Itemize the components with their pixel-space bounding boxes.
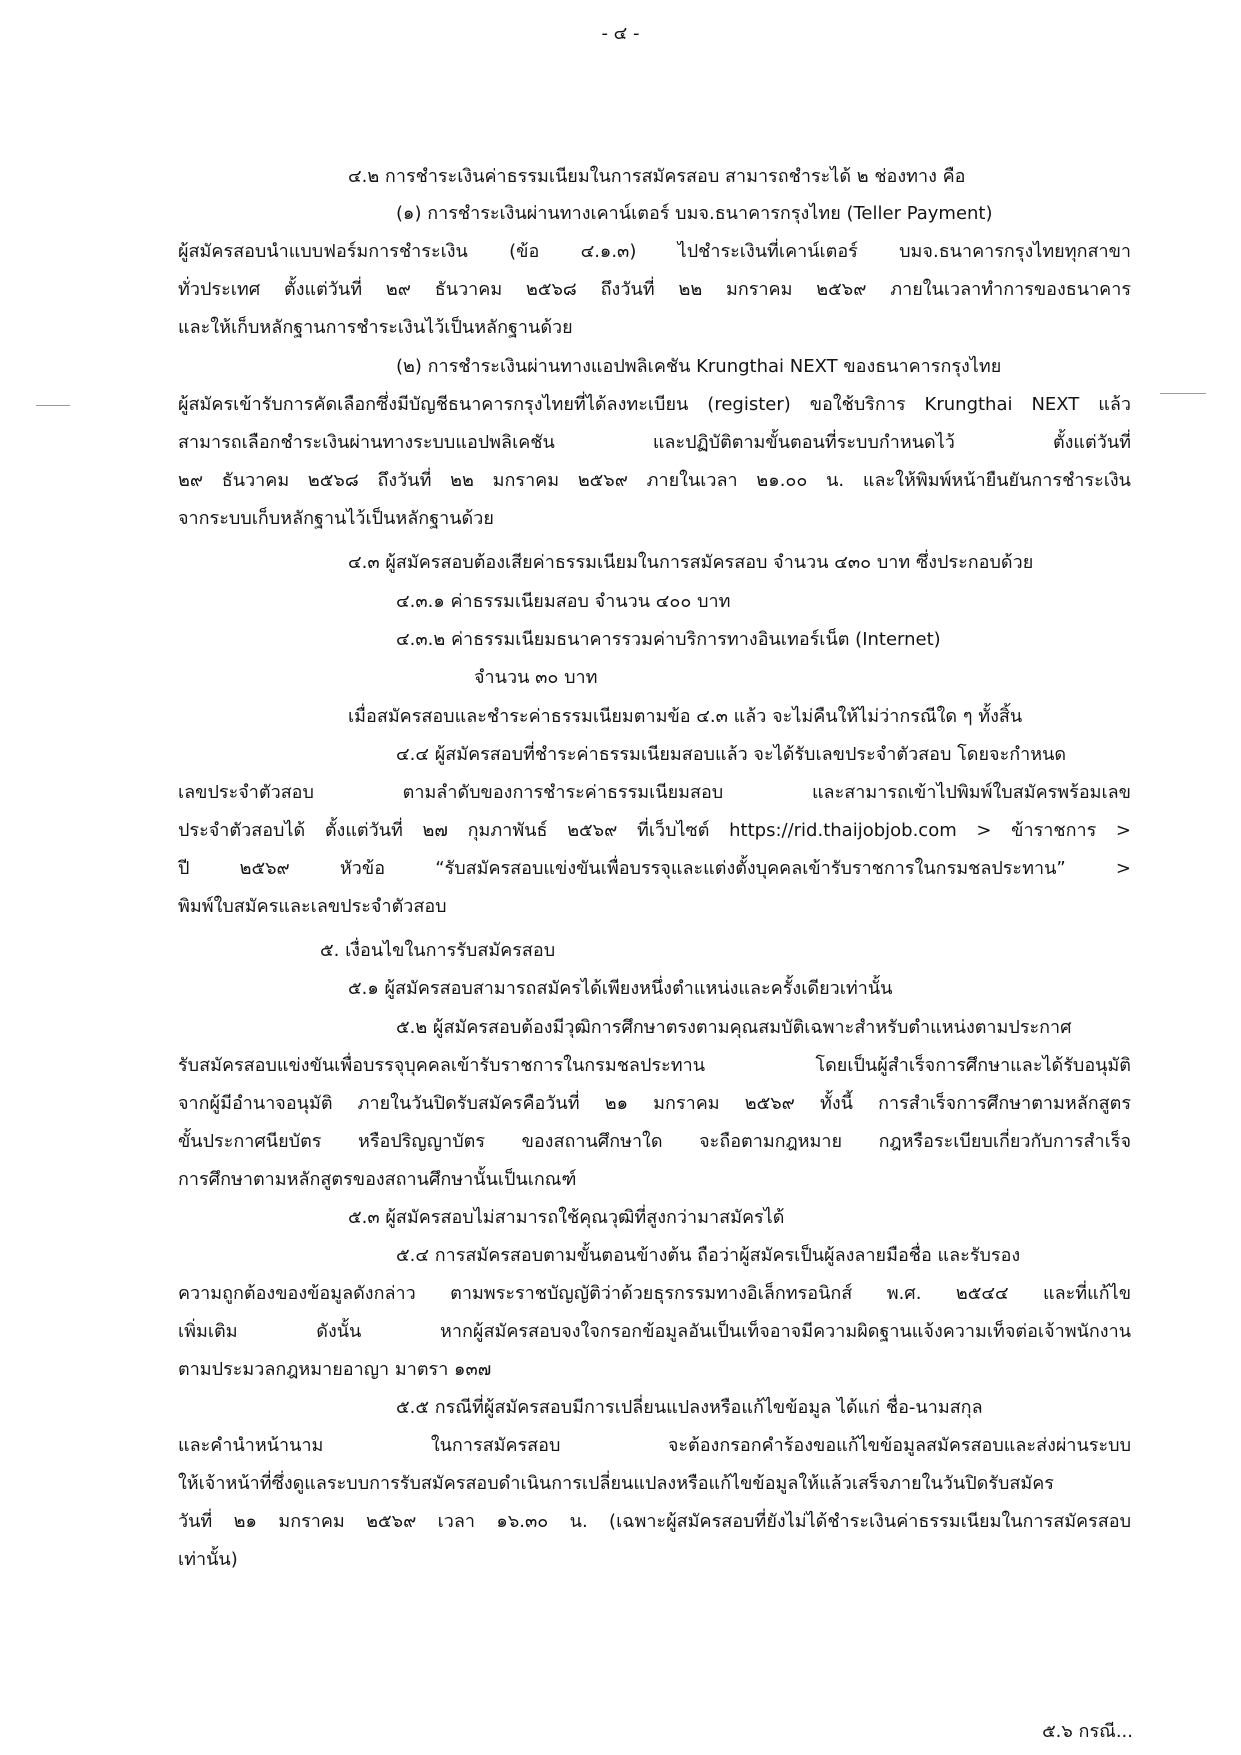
line-06: (๒) การชำระเงินผ่านทางแอปพลิเคชัน Krungthai NEXT ของธนาคารกรุงไทย [396,356,1002,377]
line-27: การศึกษาตามหลักสูตรของสถานศึกษานั้นเป็นเกณฑ์ [178,1169,577,1190]
line-24: รับสมัครสอบแข่งขันเพื่อบรรจุบุคคลเข้ารับราชการในกรมชลประทาน โดยเป็นผู้สำเร็จการศึกษาและได้รับอนุมัติ [178,1055,1131,1076]
line-01: ๔.๒ การชำระเงินค่าธรรมเนียมในการสมัครสอบ สามารถชำระได้ ๒ ช่องทาง คือ [348,166,966,187]
line-16: ๔.๔ ผู้สมัครสอบที่ชำระค่าธรรมเนียมสอบแล้ว จะได้รับเลขประจำตัวสอบ โดยจะกำหนด [396,744,1067,765]
continuation-note: ๕.๖ กรณี... [1042,1721,1133,1742]
line-09: ๒๙ ธันวาคม ๒๕๖๘ ถึงวันที่ ๒๒ มกราคม ๒๕๖๙ ภายในเวลา ๒๑.๐๐ น. และให้พิมพ์หน้ายืนยันการชำระเงิน [178,470,1131,491]
line-10: จากระบบเก็บหลักฐานไว้เป็นหลักฐานด้วย [178,508,494,529]
line-05: และให้เก็บหลักฐานการชำระเงินไว้เป็นหลักฐานด้วย [178,317,573,338]
page-number: - ๔ - [601,23,640,44]
line-25: จากผู้มีอำนาจอนุมัติ ภายในวันปิดรับสมัครคือวันที่ ๒๑ มกราคม ๒๕๖๙ ทั้งนี้ การสำเร็จการศึกษาตามหลักสูตร [178,1093,1131,1114]
line-07: ผู้สมัครเข้ารับการคัดเลือกซึ่งมีบัญชีธนาคารกรุงไทยที่ได้ลงทะเบียน (register) ขอใช้บริการ Krungthai NEXT แล้ว [178,394,1131,415]
line-19: ปี ๒๕๖๙ หัวข้อ “รับสมัครสอบแข่งขันเพื่อบรรจุและแต่งตั้งบุคคลเข้ารับราชการในกรมชลประทาน” > [178,858,1131,879]
line-03: ผู้สมัครสอบนำแบบฟอร์มการชำระเงิน (ข้อ ๔.๑.๓) ไปชำระเงินที่เคาน์เตอร์ บมจ.ธนาคารกรุงไทยทุกสาขา [178,241,1131,262]
line-04: ทั่วประเทศ ตั้งแต่วันที่ ๒๙ ธันวาคม ๒๕๖๘ ถึงวันที่ ๒๒ มกราคม ๒๕๖๙ ภายในเวลาทำการของธนาคาร [178,279,1131,300]
line-37: เท่านั้น) [178,1549,238,1570]
line-18: ประจำตัวสอบได้ ตั้งแต่วันที่ ๒๗ กุมภาพันธ์ ๒๕๖๙ ที่เว็บไซต์ https://rid.thaijobjob.com > ข้าราชการ > [178,820,1131,841]
line-20: พิมพ์ใบสมัครและเลขประจำตัวสอบ [178,896,447,917]
line-29: ๕.๔ การสมัครสอบตามขั้นตอนข้างต้น ถือว่าผู้สมัครเป็นผู้ลงลายมือชื่อ และรับรอง [396,1245,1021,1266]
scan-artifact-right [1160,393,1206,394]
section-5-heading: ๕. เงื่อนไขในการรับสมัครสอบ [320,940,556,961]
line-17: เลขประจำตัวสอบ ตามลำดับของการชำระค่าธรรมเนียมสอบ และสามารถเข้าไปพิมพ์ใบสมัครพร้อมเลข [178,782,1131,803]
line-34: และคำนำหน้านาม ในการสมัครสอบ จะต้องกรอกคำร้องขอแก้ไขข้อมูลสมัครสอบและส่งผ่านระบบ [178,1435,1131,1456]
line-22: ๕.๑ ผู้สมัครสอบสามารถสมัครได้เพียงหนึ่งตำแหน่งและครั้งเดียวเท่านั้น [348,978,893,999]
line-12: ๔.๓.๑ ค่าธรรมเนียมสอบ จำนวน ๔๐๐ บาท [396,591,731,612]
line-31: เพิ่มเติม ดังนั้น หากผู้สมัครสอบจงใจกรอกข้อมูลอันเป็นเท็จอาจมีความผิดฐานแจ้งความเท็จต่อเจ้าพนักงาน [178,1321,1131,1342]
line-33: ๕.๕ กรณีที่ผู้สมัครสอบมีการเปลี่ยนแปลงหรือแก้ไขข้อมูล ได้แก่ ชื่อ-นามสกุล [396,1397,983,1418]
line-11: ๔.๓ ผู้สมัครสอบต้องเสียค่าธรรมเนียมในการสมัครสอบ จำนวน ๔๓๐ บาท ซึ่งประกอบด้วย [348,552,1034,573]
line-15: เมื่อสมัครสอบและชำระค่าธรรมเนียมตามข้อ ๔.๓ แล้ว จะไม่คืนให้ไม่ว่ากรณีใด ๆ ทั้งสิ้น [348,706,1023,727]
line-30: ความถูกต้องของข้อมูลดังกล่าว ตามพระราชบัญญัติว่าด้วยธุรกรรมทางอิเล็กทรอนิกส์ พ.ศ. ๒๕๔๔ และที่แก้ไข [178,1283,1131,1304]
line-08: สามารถเลือกชำระเงินผ่านทางระบบแอปพลิเคชัน และปฏิบัติตามขั้นตอนที่ระบบกำหนดไว้ ตั้งแต่วันที่ [178,432,1131,453]
line-23: ๕.๒ ผู้สมัครสอบต้องมีวุฒิการศึกษาตรงตามคุณสมบัติเฉพาะสำหรับตำแหน่งตามประกาศ [396,1017,1072,1038]
line-14: จำนวน ๓๐ บาท [474,667,598,688]
line-32: ตามประมวลกฎหมายอาญา มาตรา ๑๓๗ [178,1359,492,1380]
line-13: ๔.๓.๒ ค่าธรรมเนียมธนาคารรวมค่าบริการทางอินเทอร์เน็ต (Internet) [396,629,941,650]
scan-artifact-left [36,405,70,406]
line-26: ขั้นประกาศนียบัตร หรือปริญญาบัตร ของสถานศึกษาใด จะถือตามกฎหมาย กฎหรือระเบียบเกี่ยวกับการสำเร็จ [178,1131,1131,1152]
line-28: ๕.๓ ผู้สมัครสอบไม่สามารถใช้คุณวุฒิที่สูงกว่ามาสมัครได้ [348,1207,785,1228]
line-02: (๑) การชำระเงินผ่านทางเคาน์เตอร์ บมจ.ธนาคารกรุงไทย (Teller Payment) [396,203,993,224]
line-35: ให้เจ้าหน้าที่ซึ่งดูแลระบบการรับสมัครสอบดำเนินการเปลี่ยนแปลงหรือแก้ไขข้อมูลให้แล้วเสร็จภายในวันปิดรับสมัคร [178,1473,1054,1494]
line-36: วันที่ ๒๑ มกราคม ๒๕๖๙ เวลา ๑๖.๓๐ น. (เฉพาะผู้สมัครสอบที่ยังไม่ได้ชำระเงินค่าธรรมเนียมในการสมัครสอบ [178,1511,1131,1532]
